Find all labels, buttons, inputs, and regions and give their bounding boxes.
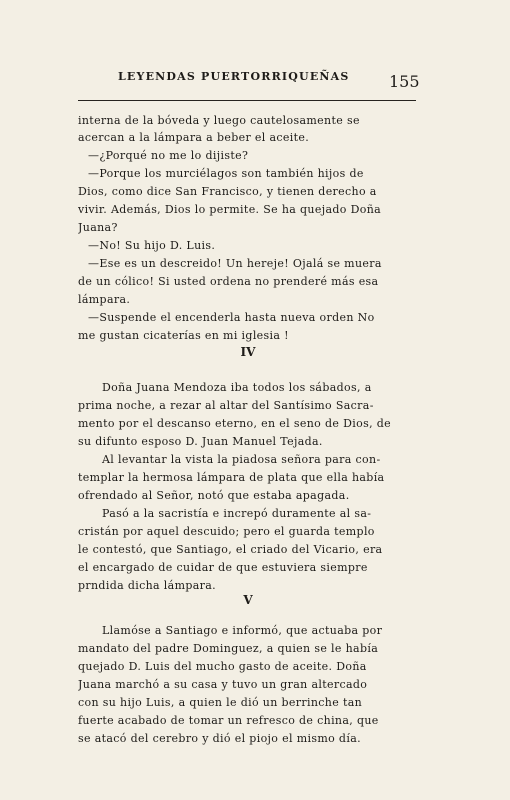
text-line: me gustan cicaterías en mi iglesia ! [78,329,289,342]
text-line: Dios, como dice San Francisco, y tienen derecho a [78,185,377,198]
text-line: mandato del padre Dominguez, a quien se le había [78,642,379,655]
text-line: Juana? [78,221,118,234]
text-line: fuerte acabado de tomar un refresco de china, que [78,714,379,727]
text-line: —No! Su hijo D. Luis. [88,239,216,252]
text-line: —Porque los murciélagos son también hijos de [88,167,364,180]
text-line: lámpara. [78,293,131,306]
text-line: le contestó, que Santiago, el criado del Vicario, era [78,543,383,556]
text-line: cristán por aquel descuido; pero el guarda templo [78,525,375,538]
section-heading-v: V [243,593,253,607]
text-line: vivir. Además, Dios lo permite. Se ha quejado Doña [78,203,382,216]
text-line: prndida dicha lámpara. [78,579,217,592]
text-line: ofrendado al Señor, notó que estaba apagada. [78,489,350,502]
text-line: con su hijo Luis, a quien le dió un berrinche tan [78,696,363,709]
text-line: el encargado de cuidar de que estuviera siempre [78,561,368,574]
text-line: Pasó a la sacristía e increpó duramente al sa- [102,507,372,520]
text-line: Al levantar la vista la piadosa señora para con- [102,453,381,466]
text-line: de un cólico! Si usted ordena no prenderé más esa [78,275,379,288]
text-line: mento por el descanso eterno, en el seno de Dios, de [78,417,392,430]
text-line: —Ese es un descreido! Un hereje! Ojalá se muera [88,257,382,270]
running-title: LEYENDAS PUERTORRIQUEÑAS [118,70,350,83]
section-heading-iv: IV [240,345,256,359]
text-line: templar la hermosa lámpara de plata que ella había [78,471,385,484]
text-line: prima noche, a rezar al altar del Santísimo Sacra- [78,399,374,412]
text-line: quejado D. Luis del mucho gasto de aceite. Doña [78,660,367,673]
text-line: —Suspende el encenderla hasta nueva orden No [88,311,375,324]
header-rule [78,100,416,101]
text-line: acercan a la lámpara a beber el aceite. [78,131,310,144]
text-line: su difunto esposo D. Juan Manuel Tejada. [78,435,323,448]
text-line: se atacó del cerebro y dió el piojo el mismo día. [78,732,361,745]
text-line: —¿Porqué no me lo dijiste? [88,149,249,162]
page-number: 155 [389,72,420,91]
text-line: interna de la bóveda y luego cautelosamente se [78,114,360,127]
text-line: Llamóse a Santiago e informó, que actuaba por [102,624,383,637]
text-line: Doña Juana Mendoza iba todos los sábados, a [102,381,372,394]
text-line: Juana marchó a su casa y tuvo un gran altercado [78,678,368,691]
